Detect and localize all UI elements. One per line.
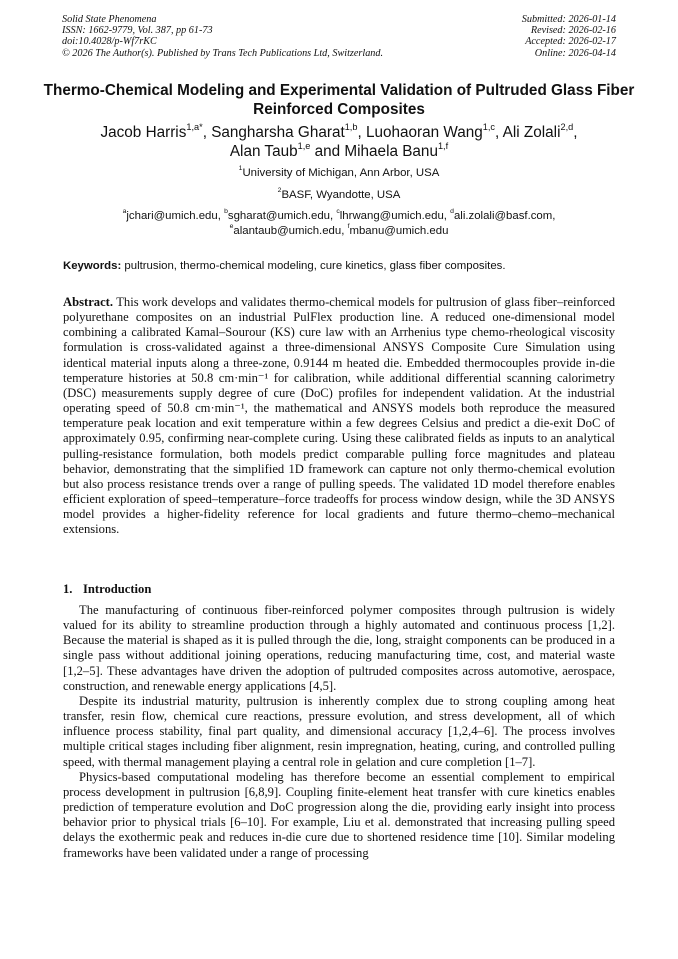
paper-title: Thermo-Chemical Modeling and Experimental Validation of Pultruded Glass Fiber Reinforced Composites [43,82,635,118]
keywords-label: Keywords: [63,260,122,272]
section-title: Introduction [83,582,152,596]
author-list [40,123,638,161]
publication-dates [522,14,616,59]
abstract-text: This work develops and validates thermo-chemical models for pultrusion of glass fiber–reinforced polyurethane composites on an industrial PulFlex production line. A reduced one-dimensional model combining a calibrated Kamal–Sourour (KS) cure law with an Arrhenius type chemo-rheological viscosity formulation is cross-validated against a three-dimensional ANSYS Composite Cure Simulation using identical material inputs along a three-zone, 0.9144 m heated die. Embedded thermocouples provide in-die temperature histories at 50.8 cm·min⁻¹ for calibration, while additional differential scanning calorimetry (DSC) measurements supply degree of cure (DoC) profiles for independent validation. At the industrial operating speed of 50.8 cm·min⁻¹, the mathematical and ANSYS models both reproduce the measured temperature peak location and exit temperature within a few degrees Celsius and predict a die-exit DoC of approximately 0.95, confirming near-complete curing. Using these calibrated fields as inputs to an analytical pulling-resistance formulation, both models predict comparable pulling force magnitudes and plateau behavior, demonstrating that the simplified 1D framework can capture not only thermo-chemical evolution but also process resistance trends over a range of pulling speeds. The validated 1D model therefore enables efficient exploration of speed–temperature–force tradeoffs for process window design, while the 3D ANSYS model provides a higher-fidelity reference for local gradients and future thermo–chemo–mechanical extensions. [63,295,615,537]
affiliation-2: $^2$BASF, Wyandotte, USA [277,187,401,201]
abstract [63,295,615,538]
accepted-date: Accepted: 2026-02-17 [525,36,616,48]
online-date: Online: 2026-04-14 [534,47,616,59]
email-link[interactable]: $^e$alantaub@umich.edu [229,222,342,237]
author: Mihaela Banu$^{1,f}$ [344,140,449,160]
copyright-line: © 2026 The Author(s). Published by Trans Tech Publications Ltd, Switzerland. [62,47,384,59]
email-link[interactable]: $^a$jchari@umich.edu [122,208,218,222]
email-link[interactable]: $^d$ali.zolali@basf.com [450,208,553,222]
author: Luohaoran Wang$^{1,c}$, [365,121,503,141]
submitted-date: Submitted: 2026-01-14 [521,14,616,25]
author: Jacob Harris$^{1,a*}$, [100,121,212,141]
introduction-body [63,603,615,861]
email-link[interactable]: $^c$lhrwang@umich.edu [336,208,444,222]
email-link[interactable]: $^f$mbanu@umich.edu [347,222,449,237]
revised-date: Revised: 2026-02-16 [530,25,616,37]
affiliation-1: $^1$University of Michigan, Ann Arbor, USA [238,165,440,179]
paragraph: Despite its industrial maturity, pultrusion is inherently complex due to strong coupling among heat transfer, resin flow, chemical cure reactions, pressure evolution, and stress development, all of which influence process stability, final part quality, and dimensional accuracy [1,2,4–6]. The process involves multiple critical stages including fiber alignment, resin impregnation, heating, curing, and controlled pulling speed, with thermal management playing a central role in gelation and cure completion [1–7]. [63,693,615,769]
paragraph: The manufacturing of continuous fiber-reinforced polymer composites through pultrusion is widely valued for its ability to streamline production through a highly automated and continuous process [1,2]. Because the material is shaped as it is pulled through the die, long, straight components can be produced in a single pass without additional joining operations, reducing manufacturing time, cost, and material waste [1,2–5]. These advantages have driven the adoption of pultruded composites across automotive, aerospace, construction, and renewable energy applications [4,5]. [63,603,615,693]
author: Sangharsha Gharat$^{1,b}$, [211,121,366,141]
keywords [63,260,618,272]
issn-line: ISSN: 1662-9779, Vol. 387, pp 61-73 [62,25,213,37]
paragraph: Physics-based computational modeling has therefore become an essential complement to empirical process development in pultrusion [6,8,9]. Coupling finite-element heat transfer with cure kinetics enables prediction of temperature evolution and DoC progression along the die, providing early insight into process behavior prior to physical trials [6–10]. For example, Liu et al. demonstrated that increasing pulling speed delays the exothermic peak and reduces in-die cure due to shortened residence time [10]. Similar modeling frameworks have been validated under a range of processing [63,769,615,860]
section-number: 1. [63,582,73,596]
author: Alan Taub$^{1,e}$ and [229,140,345,160]
journal-header [62,14,383,59]
keywords-text: pultrusion, thermo-chemical modeling, cure kinetics, glass fiber composites. [121,260,506,272]
abstract-label: Abstract. [63,295,114,309]
doi-link[interactable]: doi:10.4028/p-Wf7rKC [62,36,157,48]
journal-name: Solid State Phenomena [62,14,157,25]
author: Ali Zolali$^{2,d}$, [502,121,578,141]
section-heading-introduction [63,582,151,597]
email-link[interactable]: $^b$sgharat@umich.edu [224,208,331,222]
author-emails: $^a$jchari@umich.edu, $^b$sgharat@umich.edu, $^c$lhrwang@umich.edu, $^d$ali.zolali@basf.com, $^e$alantaub@umich.edu, $^f$mbanu@umich.edu [122,208,556,237]
